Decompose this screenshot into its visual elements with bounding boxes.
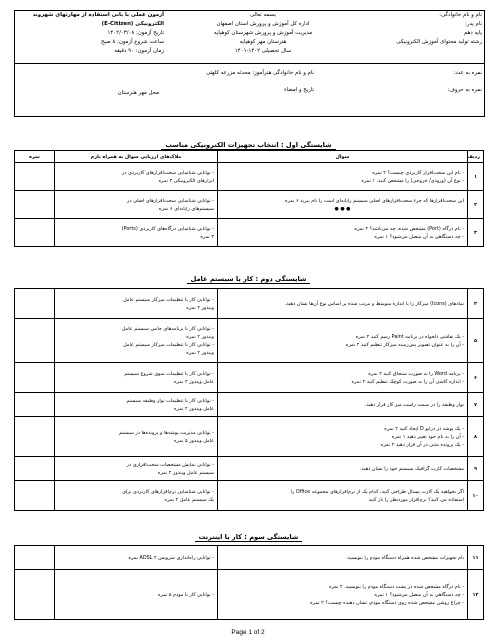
table-row [15, 481, 484, 511]
row-number: ۱۱ [468, 546, 484, 570]
criteria-cell: - توانایی کار با تنظیمات منوی شروع سیستم عامل ویندوز ۴ نمره [55, 363, 218, 393]
score-cell [15, 363, 55, 393]
teacher-name: نام و نام خانوادگی هنرآموز: محدثه مزرعه کلهئی [206, 70, 314, 76]
criteria-cell: - توانایی کار با برنامه‌های جانبی سیستم عامل ویندوز ۲ نمره - توانایی کار با تنظیمات میزکار سیستم عامل ویندوز ۲ نمره [55, 319, 218, 363]
table-row [15, 191, 484, 219]
criteria-cell: - توانایی کار با تنظیمات میزکار سیستم عامل ویندوز ۲ نمره [55, 289, 218, 319]
criteria-cell: - توانایی شناسایی سخت‌افزارهای کاربردی در ابزارهای الکترونیکی ۳ نمره [55, 163, 218, 191]
table-row [15, 163, 484, 191]
question-cell: - نام درگاه مشخص شده در پشت دستگاه مودم را بنویسید. ۲ نمره - چه دستگاهی به آن متصل می‌شود؟ ۱ نمره - چراغ روشن مشخص شده روی دستگاه مودم، نشان دهنده چیست؟ ۲ نمره [218, 570, 468, 620]
school-year: سال تحصیلی ۱۴۰۲-۱۴۰۱ [234, 48, 292, 54]
criteria-cell: - توانایی شناسایی درگاه‌های کاربردی (Ports) ۳ نمره [55, 219, 218, 247]
row-number: ۴ [468, 289, 484, 319]
score-letters-label: نمره به حروف: [447, 87, 482, 93]
city-office: مدیریت آموزش و پرورش شهرستان کوهپایه [213, 30, 313, 36]
row-number: ۸ [468, 417, 484, 457]
question-cell: نام تجهیزات مشخص شده همراه دستگاه مودم را بنویسید. [218, 546, 468, 570]
score-cell [15, 457, 55, 481]
criteria-cell: - توانایی شناسایی سخت‌افزارهای اصلی در سیستم‌های رایانه‌ای ۶ نمره [55, 191, 218, 219]
exam-duration: زمان آزمون: ۹۰ دقیقه [114, 48, 164, 54]
student-name-label: نام و نام خانوادگی: [439, 12, 482, 18]
col-score: نمره [15, 151, 55, 163]
exam-subtitle: الکترونیکی (E-Citizen) [101, 21, 164, 27]
col-row: ردیف [468, 151, 484, 163]
score-cell [15, 481, 55, 511]
row-number: ۲ [468, 191, 484, 219]
table-row [15, 570, 484, 620]
father-name-label: نام پدر: [465, 21, 482, 27]
col-criteria: ملاک‌های ارزیابی سوال به همراه بارم [55, 151, 218, 163]
score-cell [15, 546, 55, 570]
section2-table [14, 288, 484, 511]
score-cell [15, 191, 55, 219]
header-divider [15, 63, 484, 64]
question-cell: - یک پوشه در درایو D ایجاد کنید ۲ نمره - آن را به نام خود تغییر دهید ۱ نمره - یک پرونده متنی در آن قرار دهید ۲ نمره [218, 417, 468, 457]
table-row [15, 319, 484, 363]
row-number: ۱۰ [468, 481, 484, 511]
question-cell: - یک نقاشی دلخواه در برنامه Paint رسم کنید ۲ نمره - آن را به عنوان تصویر پس‌زمینه میزکار تنظیم کنید ۲ نمره [218, 319, 468, 363]
exam-title: آزمون عملی با بانی استفاده از مهارتهای شهروند [32, 12, 164, 18]
table-row [15, 546, 484, 570]
exam-header [14, 10, 485, 117]
criteria-cell: - توانایی کار با مودم ۵ نمره [55, 570, 218, 620]
question-cell: مشخصات کارت گرافیک سیستم خود را نشان دهید. [218, 457, 468, 481]
question-cell: نوار وظیفه را در سمت راست میز کار قرار دهید. [218, 393, 468, 417]
school-name: هنرستان مهر کوهپایه [239, 39, 287, 45]
table-row [15, 457, 484, 481]
section1-title: شایستگی اول : انتخاب تجهیزات الکترونیکی مناسب [14, 141, 483, 149]
score-cell [15, 289, 55, 319]
question-cell: - برنامه Word را به صورت سنجاق کنید ۲ نمره - اندازه کاشی آن را به صورت کوچک تنظیم کنید ۲ نمره [218, 363, 468, 393]
row-number: ۳ [468, 219, 484, 247]
row-number: ۶ [468, 363, 484, 393]
signature-label: تاریخ و امضاء [284, 87, 314, 93]
exam-date: تاریخ آزمون: ۱۴۰۲/۰۳/۰۸ [107, 30, 164, 36]
page-footer: Page 1 of 2 [231, 629, 265, 636]
teacher-box [164, 69, 314, 95]
criteria-cell: - توانایی نمایش مشخصات سخت‌افزاری در سیستم عامل ویندوز ۲ نمره [55, 457, 218, 481]
row-number: ۹ [468, 457, 484, 481]
grade-label: پایه دهم [463, 30, 482, 36]
score-number-label: نمره به عدد: [453, 70, 482, 76]
criteria-cell: - توانایی راه‌اندازی سرویس ADSL ۲ نمره [55, 546, 218, 570]
student-info [377, 11, 482, 47]
province-office: اداره کل آموزش و پرورش استان اصفهان [216, 21, 310, 27]
score-cell [15, 163, 55, 191]
table-header [15, 151, 484, 163]
seal-box [19, 89, 159, 98]
score-cell [15, 219, 55, 247]
row-number: ۱۲ [468, 570, 484, 620]
row-number: ۷ [468, 393, 484, 417]
score-cell [15, 570, 55, 620]
col-question: سوال [218, 151, 468, 163]
question-cell: - نام این سخت‌افزار کاربردی چیست؟ ۲ نمره - نوع آن (ورودی/ خروجی) را مشخص کنید. ۱ نمره [218, 163, 468, 191]
row-number: ۱ [468, 163, 484, 191]
school-info [188, 11, 338, 56]
criteria-cell: - توانایی شناسایی نرم‌افزارهای کاربردی برای یک سیستم عامل ۲ نمره [55, 481, 218, 511]
question-cell: این سخت‌افزارها که جزء سخت‌افزارهای اصلی سیستم رایانه‌ای است را نام ببرید ۶ نمره ● ● ● [218, 191, 468, 219]
basmala: بسمه تعالی [250, 12, 276, 18]
exam-info [19, 11, 164, 56]
section1-table [14, 150, 484, 247]
section3-table [14, 545, 484, 620]
table-row [15, 393, 484, 417]
question-cell: نمادهای (Icons) میزکار را با اندازه متوسط و مرتب شده بر اساس نوع آن‌ها نشان دهید. [218, 289, 468, 319]
table-row [15, 363, 484, 393]
row-number: ۵ [468, 319, 484, 363]
exam-start: ساعت شروع آزمون: ۸ صبح [101, 39, 164, 45]
question-cell: اگر بخواهید یک کارت پستال طراحی کنید، کدام یک از نرم‌افزارهای مجموعه Office را استفاده می کنید؟ نرم‌افزار موردنظر را باز کنید [218, 481, 468, 511]
section3-title: شایستگی سوم : کار با اینترنت [14, 533, 483, 541]
seal-label: محل مهر هنرستان [117, 90, 159, 96]
score-cell [15, 319, 55, 363]
section2-title: شایستگی دوم : کار با سیستم عامل [14, 275, 483, 283]
table-row [15, 289, 484, 319]
criteria-cell: - توانایی مدیریت پوشه‌ها و پرونده‌ها در سیستم عامل ویندوز ۵ نمره [55, 417, 218, 457]
score-box [382, 69, 482, 95]
question-cell: - نام درگاه (Port) مشخص شده، چه می‌باشد؟ ۲ نمره - چه دستگاهی به آن متصل می‌شود؟ ۱ نمره [218, 219, 468, 247]
score-cell [15, 417, 55, 457]
field-label: رشته تولید محتوای آموزش الکترونیکی [396, 39, 482, 45]
criteria-cell: - توانایی کار با تنظیمات نوار وظیفه سیستم عامل ویندوز ۲ نمره [55, 393, 218, 417]
table-row [15, 219, 484, 247]
score-cell [15, 393, 55, 417]
table-row [15, 417, 484, 457]
